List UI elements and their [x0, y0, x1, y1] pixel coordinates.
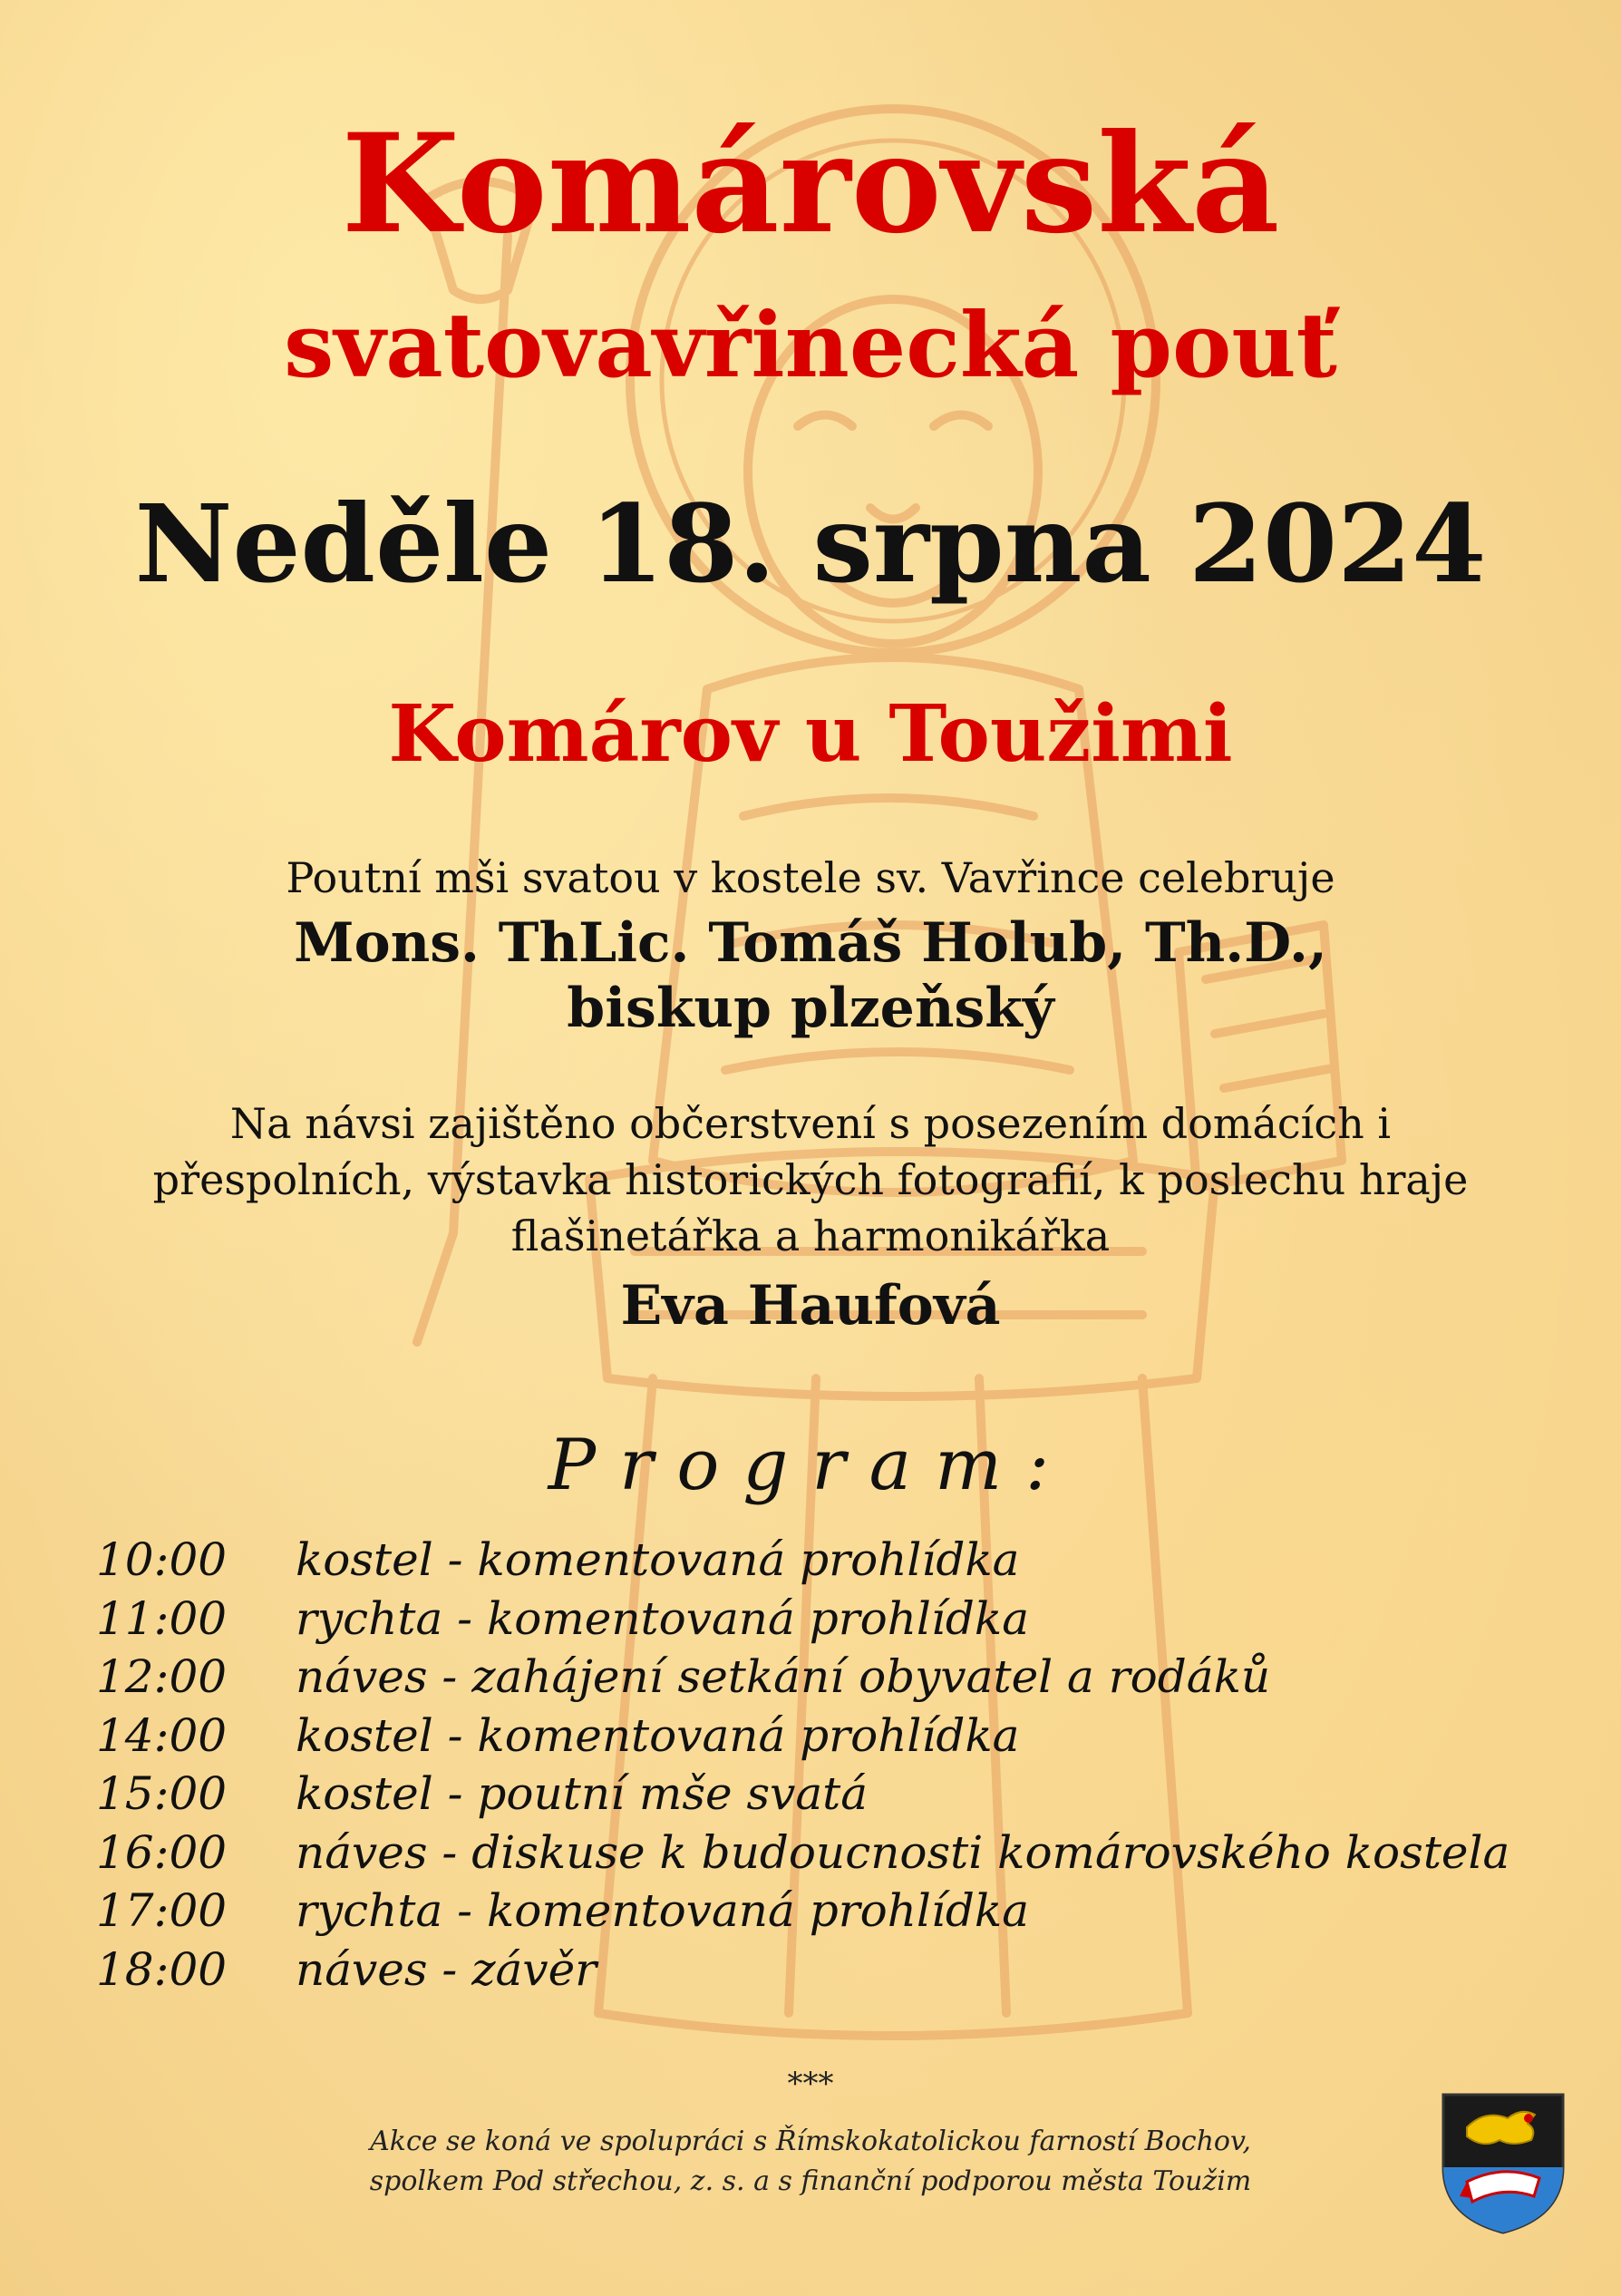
schedule-time: 17:00	[96, 1884, 228, 1937]
celebrant-name: Mons. ThLic. Tomáš Holub, Th.D.,	[294, 911, 1327, 975]
schedule-row	[96, 1882, 1592, 1941]
footer-separator: ***	[787, 2066, 834, 2102]
schedule-time: 16:00	[96, 1825, 228, 1879]
schedule-time: 11:00	[96, 1591, 228, 1645]
poster-subtitle: svatovavřinecká pouť	[284, 294, 1337, 398]
event-place: Komárov u Toužimi	[388, 688, 1233, 780]
info-line: přespolních, výstavka historických fotografií, k poslechu hraje	[152, 1155, 1469, 1204]
event-info	[73, 1095, 1548, 1264]
schedule-time: 18:00	[96, 1942, 228, 1996]
schedule-event: náves - závěr	[296, 1942, 597, 1996]
schedule-row	[96, 1765, 1592, 1824]
schedule-time: 14:00	[96, 1708, 228, 1762]
schedule-row	[96, 1824, 1592, 1883]
celebrant	[0, 910, 1621, 1041]
musician-name: Eva Haufová	[620, 1274, 1001, 1338]
schedule-row	[96, 1707, 1592, 1766]
schedule-time: 12:00	[96, 1650, 228, 1703]
schedule-event: náves - diskuse k budoucnosti komárovského kostela	[296, 1825, 1510, 1879]
schedule-event: kostel - komentovaná prohlídka	[296, 1708, 1020, 1762]
program-heading: Program:	[548, 1425, 1073, 1506]
schedule-row	[96, 1648, 1592, 1707]
schedule-time: 15:00	[96, 1767, 228, 1820]
celebrant-title: biskup plzeňský	[567, 977, 1054, 1040]
schedule-event: rychta - komentovaná prohlídka	[296, 1591, 1030, 1645]
schedule-event: kostel - poutní mše svatá	[296, 1767, 869, 1820]
schedule-row	[96, 1590, 1592, 1649]
schedule-time: 10:00	[96, 1533, 228, 1586]
footer-note	[272, 2122, 1349, 2202]
town-coat-of-arms-icon	[1440, 2091, 1567, 2236]
program-schedule	[96, 1531, 1592, 1999]
footer-line: spolkem Pod střechou, z. s. a s finanční podporou města Toužim	[369, 2165, 1252, 2197]
schedule-event: rychta - komentovaná prohlídka	[296, 1884, 1030, 1937]
mass-intro: Poutní mši svatou v kostele sv. Vavřince celebruje	[286, 853, 1335, 902]
schedule-event: kostel - komentovaná prohlídka	[296, 1533, 1020, 1586]
schedule-event: náves - zahájení setkání obyvatel a rodáků	[296, 1650, 1271, 1703]
schedule-row	[96, 1941, 1592, 1999]
poster-title: Komárovská	[341, 104, 1280, 264]
event-date: Neděle 18. srpna 2024	[134, 481, 1487, 607]
info-line: flašinetářka a harmonikářka	[510, 1211, 1111, 1260]
footer-line: Akce se koná ve spolupráci s Římskokatolickou farností Bochov,	[370, 2126, 1251, 2157]
info-line: Na návsi zajištěno občerstvení s posezením domácích i	[229, 1099, 1392, 1148]
schedule-row	[96, 1531, 1592, 1590]
